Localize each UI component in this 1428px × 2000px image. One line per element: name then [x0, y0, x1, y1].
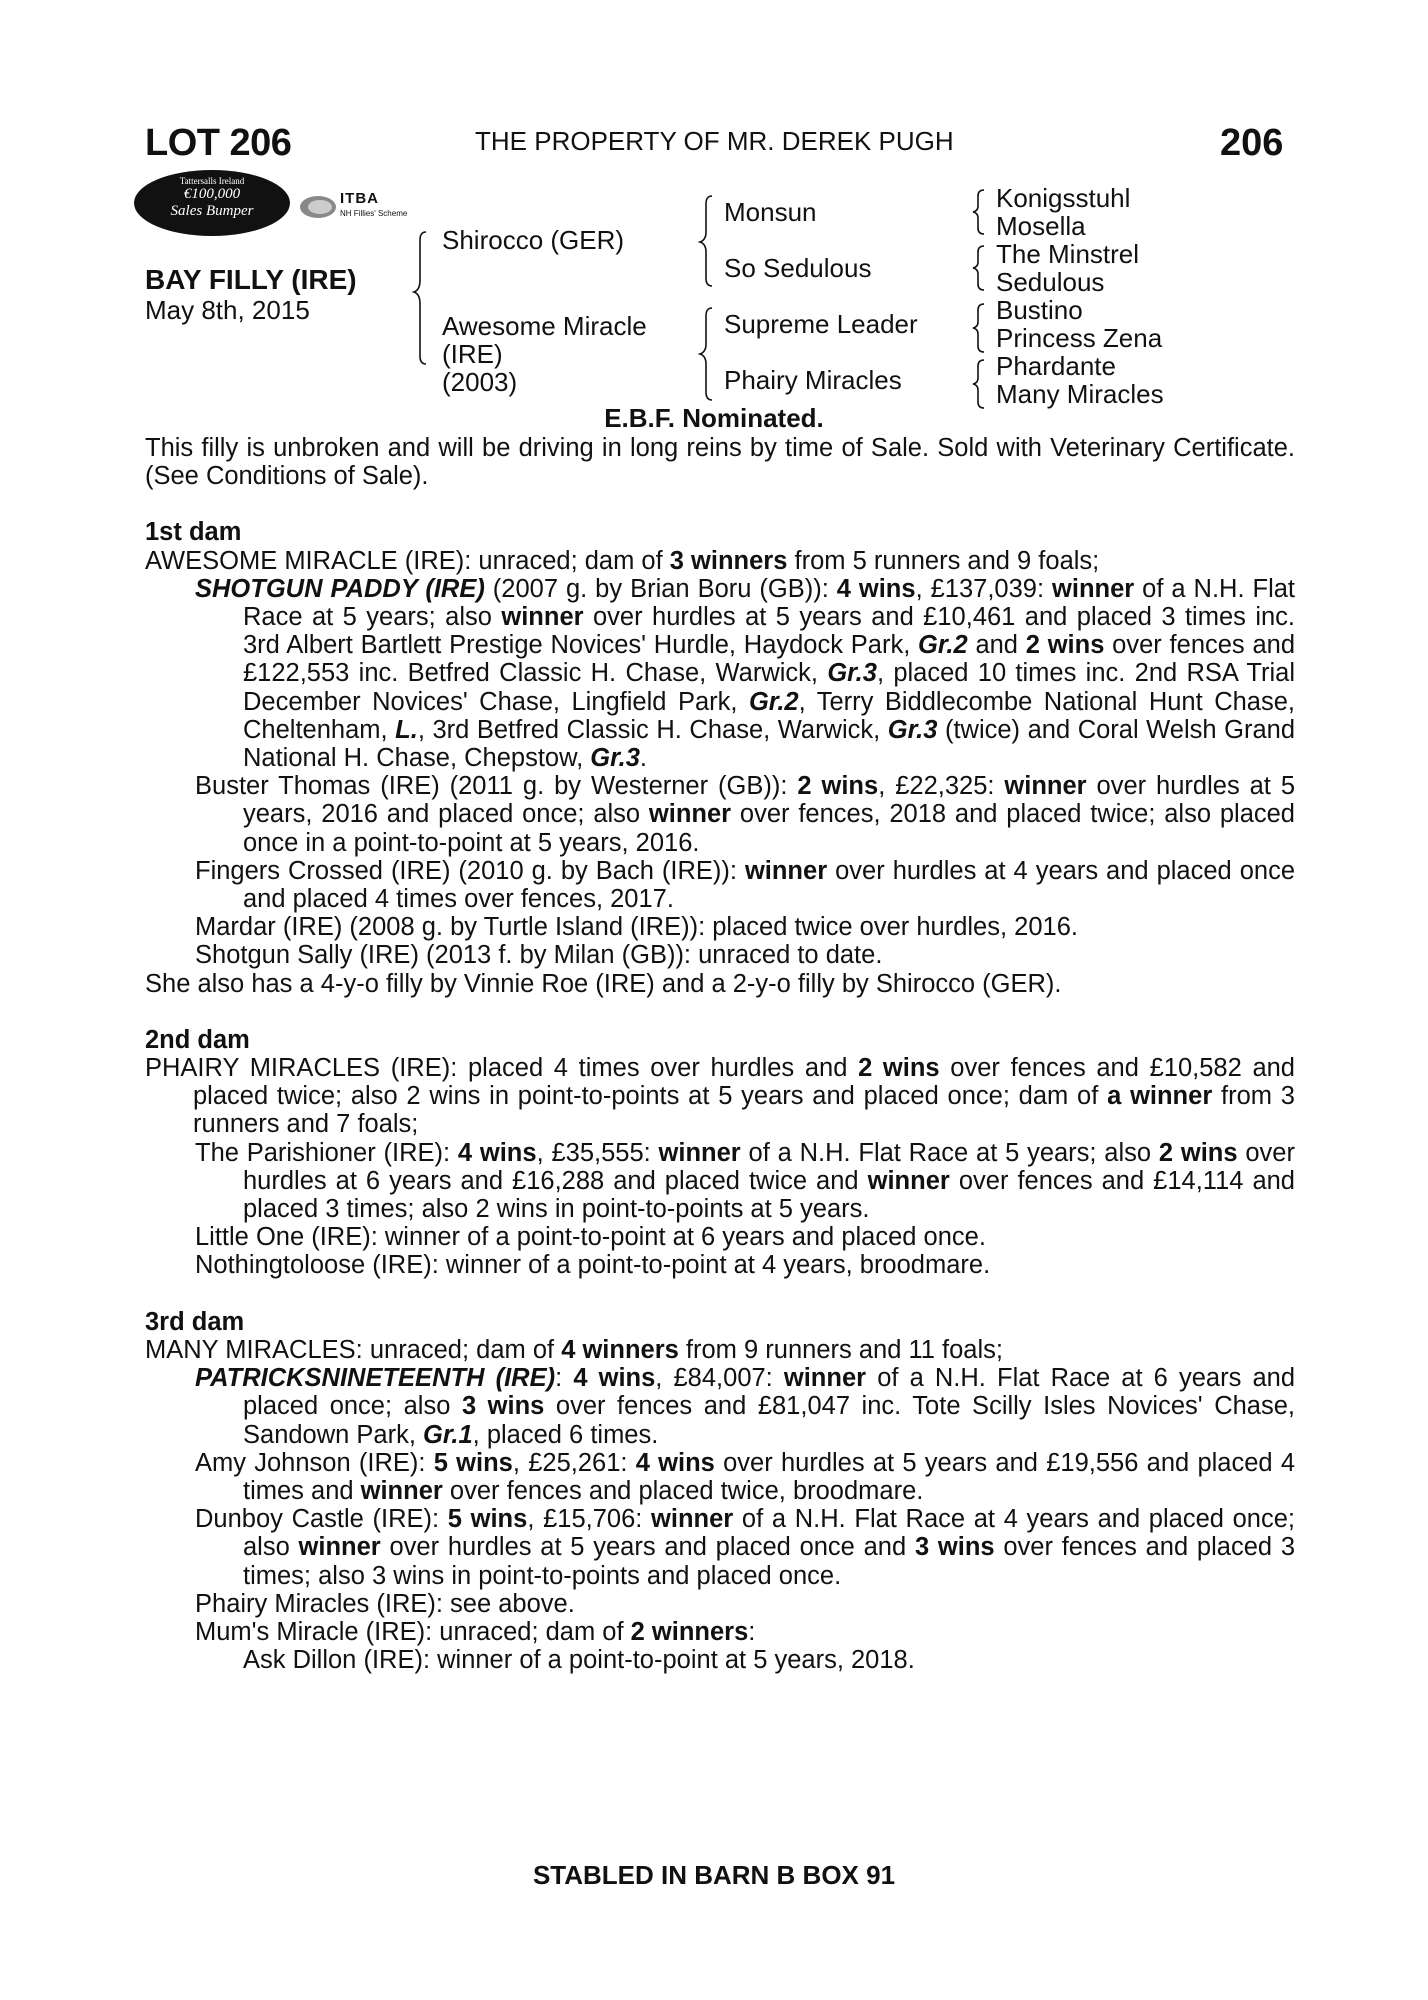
- property-owner: THE PROPERTY OF MR. DEREK PUGH: [475, 126, 954, 156]
- progeny-shotgun-sally: Shotgun Sally (IRE) (2013 f. by Milan (GB)): unraced to date.: [195, 941, 883, 970]
- stabling-info: STABLED IN BARN B BOX 91: [532, 1860, 896, 1890]
- pedigree-dam-sire: Supreme Leader: [724, 309, 918, 339]
- first-dam-summary: AWESOME MIRACLE (IRE): unraced; dam of 3 winners from 5 runners and 9 foals;: [145, 546, 1100, 575]
- third-dam-summary: MANY MIRACLES: unraced; dam of 4 winners from 9 runners and 11 foals;: [145, 1335, 1003, 1364]
- itba-subtitle: NH Fillies' Scheme: [340, 209, 408, 218]
- badge-line2: €100,000: [183, 186, 241, 202]
- progeny-amy-johnson: Amy Johnson (IRE): 5 wins, £25,261: 4 wins over hurdles at 5 years and £19,556 and placed 4 times and winner over fences and placed twice, broodmare.: [195, 1448, 1296, 1505]
- progeny-buster-thomas: Buster Thomas (IRE) (2011 g. by Westerner (GB)): 2 wins, £22,325: winner over hurdles at 5 years, 2016 and placed once; also winner over fences, 2018 and placed twice; also placed once in a point-to-point at 5 years, 2016.: [195, 772, 1296, 857]
- progeny-nothingtoloose: Nothingtoloose (IRE): winner of a point-to-point at 4 years, broodmare.: [195, 1251, 991, 1280]
- ebf-nominated: E.B.F. Nominated.: [604, 403, 824, 433]
- progeny-phairy-miracles: Phairy Miracles (IRE): see above.: [195, 1589, 575, 1618]
- second-dam-heading: 2nd dam: [145, 1025, 250, 1054]
- progeny-fingers-crossed: Fingers Crossed (IRE) (2010 g. by Bach (IRE)): winner over hurdles at 4 years and placed once and placed 4 times over fences, 2017.: [195, 856, 1295, 914]
- pedigree-braces: [0, 0, 1428, 420]
- pedigree-sss: Konigsstuhl: [996, 183, 1131, 213]
- pedigree-dds: Phardante: [996, 351, 1116, 381]
- pedigree-sire-sire: Monsun: [724, 197, 817, 227]
- progeny-mardar: Mardar (IRE) (2008 g. by Turtle Island (IRE)): placed twice over hurdles, 2016.: [195, 913, 1078, 942]
- pedigree-sire-dam: So Sedulous: [724, 253, 872, 283]
- pedigree-sds: The Minstrel: [996, 239, 1140, 269]
- horse-description: BAY FILLY (IRE): [145, 264, 357, 295]
- catalogue-body: [145, 434, 1295, 1674]
- pedigree-dam: [442, 312, 647, 396]
- progeny-mums-miracle: Mum's Miracle (IRE): unraced; dam of 2 winners:: [195, 1617, 756, 1646]
- progeny-little-one: Little One (IRE): winner of a point-to-point at 6 years and placed once.: [195, 1223, 986, 1252]
- second-dam-summary: PHAIRY MIRACLES (IRE): placed 4 times over hurdles and 2 wins over fences and £10,582 and placed twice; also 2 wins in point-to-points at 5 years and placed once; dam of a winner from 3 runners and 7 foals;: [145, 1054, 1295, 1139]
- pedigree-ssd: Mosella: [996, 211, 1086, 241]
- pedigree-dss: Bustino: [996, 295, 1083, 325]
- pedigree-dsd: Princess Zena: [996, 323, 1163, 353]
- progeny-ask-dillon: Ask Dillon (IRE): winner of a point-to-point at 5 years, 2018.: [243, 1646, 915, 1675]
- third-dam-heading: 3rd dam: [145, 1307, 245, 1336]
- badge-line1: Tattersalls Ireland: [179, 176, 245, 186]
- progeny-the-parishioner: The Parishioner (IRE): 4 wins, £35,555: winner of a N.H. Flat Race at 5 years; also 2 wins over hurdles at 6 years and £16,288 and placed twice and winner over fences and £14,114 and placed 3 times; also 2 wins in point-to-points at 5 years.: [195, 1138, 1295, 1224]
- progeny-shotgun-paddy: SHOTGUN PADDY (IRE) (2007 g. by Brian Boru (GB)): 4 wins, £137,039: winner of a N.H. Flat Race at 5 years; also winner over hurdles at 5 years and £10,461 and placed 3 times inc. 3rd Albert Bartlett Prestige Novices' Hurdle, Haydock Park, Gr.2 and 2 wins over fences and £122,553 inc. Betfred Classic H. Chase, Warwick, Gr.3, placed 10 times inc. 2nd RSA Trial December Novices' Chase, Lingfield Park, Gr.2, Terry Biddlecombe National Hunt Chase, Cheltenham, L., 3rd Betfred Classic H. Chase, Warwick, Gr.3 (twice) and Coral Welsh Grand National H. Chase, Chepstow, Gr.3.: [195, 574, 1296, 773]
- lot-number: 206: [1220, 122, 1284, 164]
- progeny-patricksnineteenth: PATRICKSNINETEENTH (IRE): 4 wins, £84,007: winner of a N.H. Flat Race at 6 years and placed once; also 3 wins over fences and £81,047 inc. Tote Scilly Isles Novices' Chase, Sandown Park, Gr.1, placed 6 times.: [195, 1364, 1295, 1449]
- pedigree-ddd: Many Miracles: [996, 379, 1164, 409]
- lot-heading: LOT 206: [145, 122, 292, 164]
- pedigree-dam-year: (2003): [442, 367, 518, 397]
- pedigree-sdd: Sedulous: [996, 267, 1105, 297]
- intro-text: This filly is unbroken and will be driving in long reins by time of Sale. Sold with Veterinary Certificate. (See Conditions of Sale).: [145, 434, 1295, 491]
- first-dam-also: She also has a 4-y-o filly by Vinnie Roe (IRE) and a 2-y-o filly by Shirocco (GER).: [145, 969, 1062, 998]
- itba-title: ITBA: [340, 190, 379, 207]
- pedigree-dam-country: (IRE): [442, 339, 503, 369]
- pedigree-dam-dam: Phairy Miracles: [724, 365, 902, 395]
- progeny-dunboy-castle: Dunboy Castle (IRE): 5 wins, £15,706: winner of a N.H. Flat Race at 4 years and placed once; also winner over hurdles at 5 years and placed once and 3 wins over fences and placed 3 times; also 3 wins in point-to-points and placed once.: [195, 1505, 1296, 1590]
- badge-line3: Sales Bumper: [170, 203, 254, 219]
- pedigree-dam-name: Awesome Miracle: [442, 311, 647, 341]
- foaling-date: May 8th, 2015: [145, 295, 310, 325]
- pedigree-sire: Shirocco (GER): [442, 225, 625, 255]
- first-dam-heading: 1st dam: [145, 518, 242, 547]
